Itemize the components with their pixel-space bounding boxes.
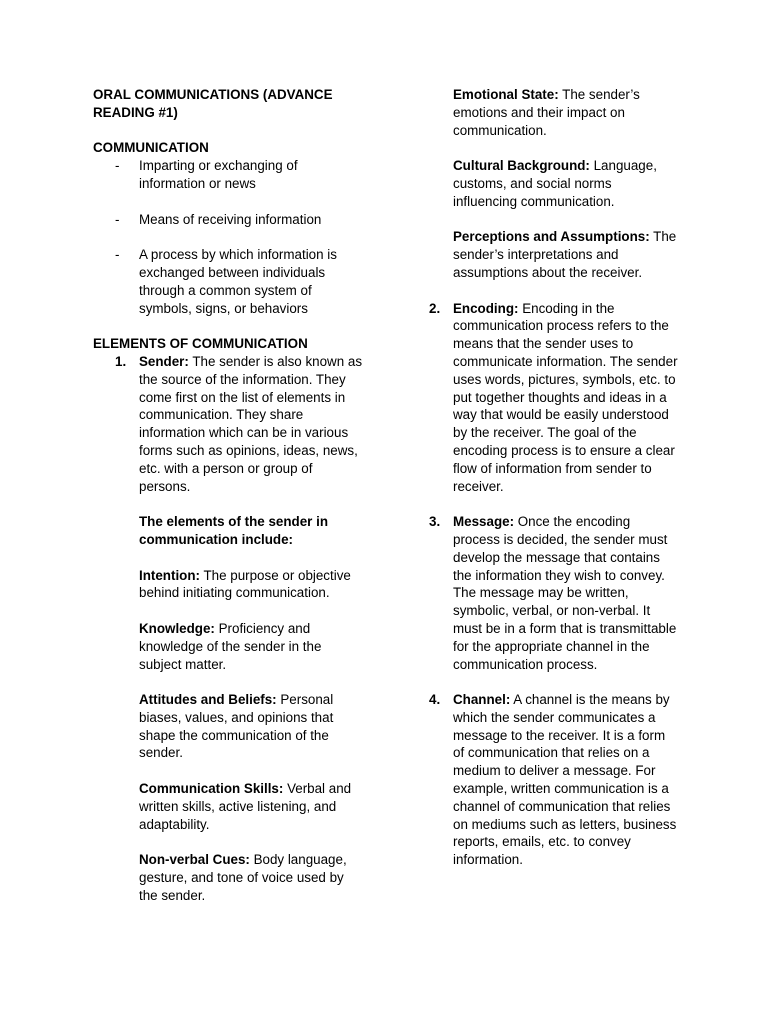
sender-sub-item: Communication Skills: Verbal and written skills, active listening, and adaptability. xyxy=(139,781,352,832)
element-message: 3. Message: Once the encoding process is decided, the sender must develop the message that contains the information they wish to convey. The message may be written, symbolic, verbal, or non-verbal. It must be in a form that is transmittable for the appropriate channel in the communication process. xyxy=(429,514,677,672)
encoding-text: Encoding in the communication process refers to the means that the sender uses to communicate information. The sender uses words, pictures, symbols, etc. to put together thoughts and ideas in a way that would be easily understood by the receiver. The goal of the encoding process is to ensure a clear flow of information from sender to receiver. xyxy=(453,300,678,494)
document-title: ORAL COMMUNICATIONS (ADVANCE READING #1) xyxy=(93,87,333,120)
element-encoding: 2. Encoding: Encoding in the communication process refers to the means that the sender uses to communicate information. The sender uses words, pictures, symbols, etc. to put together thoughts and ideas in a way that would be easily understood by the receiver. The goal of the encoding process is to ensure a clear flow of information from sender to receiver. xyxy=(429,300,678,494)
list-item: - Imparting or exchanging of information or news xyxy=(115,158,298,191)
elements-heading: ELEMENTS OF COMMUNICATION xyxy=(93,336,308,352)
sender-sub-item: Cultural Background: Language, customs, and social norms influencing communication. xyxy=(453,158,657,209)
channel-term: Channel: xyxy=(453,692,511,708)
sender-sub-item: Attitudes and Beliefs: Personal biases, values, and opinions that shape the communication of the sender. xyxy=(139,692,334,761)
sender-text: The sender is also known as the source of the information. They come first on the list of elements in communication. They share information which can be in various forms such as opinions, ideas, news, etc. with a person or group of persons. xyxy=(139,353,363,494)
left-column xyxy=(93,86,365,905)
communication-heading: COMMUNICATION xyxy=(93,140,209,156)
list-item: - A process by which information is exchanged between individuals through a common system of symbols, signs, or behaviors xyxy=(115,247,337,316)
element-channel: 4. Channel: A channel is the means by which the sender communicates a message to the receiver. It is a form of communication that relies on a medium to deliver a message. For example, written communication is a channel of communication that relies on mediums such as letters, business reports, emails, etc. to convey information. xyxy=(429,692,677,868)
message-term: Message: xyxy=(453,514,515,530)
channel-text: A channel is the means by which the sender communicates a message to the receiver. It is a form of communication that relies on a medium to deliver a message. For example, written communication is a channel of communication that relies on mediums such as letters, business reports, emails, etc. to convey information. xyxy=(453,692,677,868)
sender-sub-item: Non-verbal Cues: Body language, gesture, and tone of voice used by the sender. xyxy=(139,852,347,903)
encoding-term: Encoding: xyxy=(453,300,519,316)
right-column xyxy=(426,86,678,869)
message-text: Once the encoding process is decided, the sender must develop the message that contains the information they wish to convey. The message may be written, symbolic, verbal, or non-verbal. It must be in a form that is transmittable for the appropriate channel in the communication process. xyxy=(453,514,677,672)
element-sender: 1. Sender: The sender is also known as the source of the information. They come first on the list of elements in communication. They share information which can be in various forms such as opinions, ideas, news, etc. with a person or group of persons. xyxy=(115,353,363,494)
list-item: - Means of receiving information xyxy=(115,211,322,227)
sender-sub-item: Emotional State: The sender’s emotions and their impact on communication. xyxy=(453,87,640,138)
sender-sub-heading: The elements of the sender in communication include: xyxy=(139,514,328,547)
sender-term: Sender: xyxy=(139,353,189,369)
sender-sub-item: Intention: The purpose or objective behind initiating communication. xyxy=(139,567,351,601)
communication-definitions xyxy=(93,157,365,317)
sender-sub-item: Knowledge: Proficiency and knowledge of the sender in the subject matter. xyxy=(139,620,322,672)
sender-sub-item: Perceptions and Assumptions: The sender’s interpretations and assumptions about the receiver. xyxy=(453,229,677,280)
